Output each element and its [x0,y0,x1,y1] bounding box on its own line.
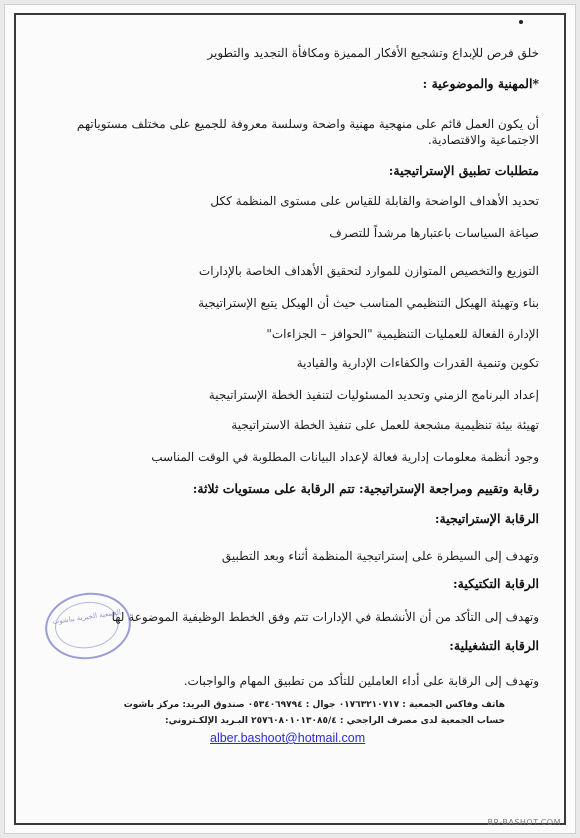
footer-contact: هاتف وفاكس الجمعية : ٠١٧٦٣٢١٠٧١٧ جوال : ٠٥٣٤٠٦٩٧٩٤ صندوق البريد: مركز باشوت [123,700,505,710]
section-heading-professionalism: *المهنية والموضوعية : [422,76,539,91]
corner-mark [519,20,523,24]
list-item: تهيئة بيئة تنظيمية مشجعة للعمل على تنفيذ الخطة الاستراتيجية [231,418,539,432]
stamp-inner-ring [52,598,122,652]
subheading-strategic-control: الرقابة الإستراتيجية: [434,511,539,526]
paragraph-line: وتهدف إلى التأكد من أن الأنشطة في الإدارات تتم وفق الخطط الوظيفية الموضوعة لها [111,610,539,624]
list-item: تكوين وتنمية القدرات والكفاءات الإدارية والقيادية [296,356,539,370]
subheading-operational-control: الرقابة التشغيلية: [449,638,539,653]
list-item: صياغة السياسات باعتبارها مرشداً للتصرف [329,226,539,240]
footer-bank-account: حساب الجمعية لدى مصرف الراجحي : ٢٥٧٦٠٨٠١٠١٣٠٨٥/٤ البـريد الإلكـتروني: [165,716,505,726]
list-item: الإدارة الفعالة للعمليات التنظيمية "الحوافز – الجزاءات" [266,327,539,341]
list-item: تحديد الأهداف الواضحة والقابلة للقياس على مستوى المنظمة ككل [210,194,539,208]
section-heading-control: رقابة وتقييم ومراجعة الإستراتيجية: تتم الرقابة على مستويات ثلاثة: [192,481,539,496]
stamp-text: الجمعية الخيرية بباشوت [52,608,122,626]
section-heading-requirements: متطلبات تطبيق الإستراتيجية: [388,163,539,178]
paragraph-line: خلق فرص للإبداع وتشجيع الأفكار المميزة ومكافأة التجديد والتطوير [207,46,539,60]
paragraph-line: وتهدف إلى الرقابة على أداء العاملين للتأكد من تطبيق المهام والواجبات. [183,674,539,688]
list-item: إعداد البرنامج الزمني وتحديد المسئوليات لتنفيذ الخطة الإستراتيجية [208,388,539,402]
email-link[interactable]: alber.bashoot@hotmail.com [210,731,366,745]
document-page [4,4,576,834]
subheading-tactical-control: الرقابة التكتيكية: [453,576,539,591]
site-watermark: BR-BASHOT.COM [487,818,561,827]
list-item: وجود أنظمة معلومات إدارية فعالة لإعداد البيانات المطلوبة في الوقت المناسب [151,450,539,464]
paragraph-line: وتهدف إلى السيطرة على إستراتيجية المنظمة أثناء وبعد التطبيق [221,549,539,563]
paragraph-line: الاجتماعية والاقتصادية. [427,133,539,147]
list-item: التوزيع والتخصيص المتوازن للموارد لتحقيق الأهداف الخاصة بالإدارات [198,264,539,278]
list-item: بناء وتهيئة الهيكل التنظيمي المناسب حيث أن الهيكل يتبع الإستراتيجية [198,296,539,310]
paragraph-line: أن يكون العمل قائم على منهجية مهنية واضحة وسلسة معروفة للجميع على مختلف مستوياتهم [76,117,539,131]
